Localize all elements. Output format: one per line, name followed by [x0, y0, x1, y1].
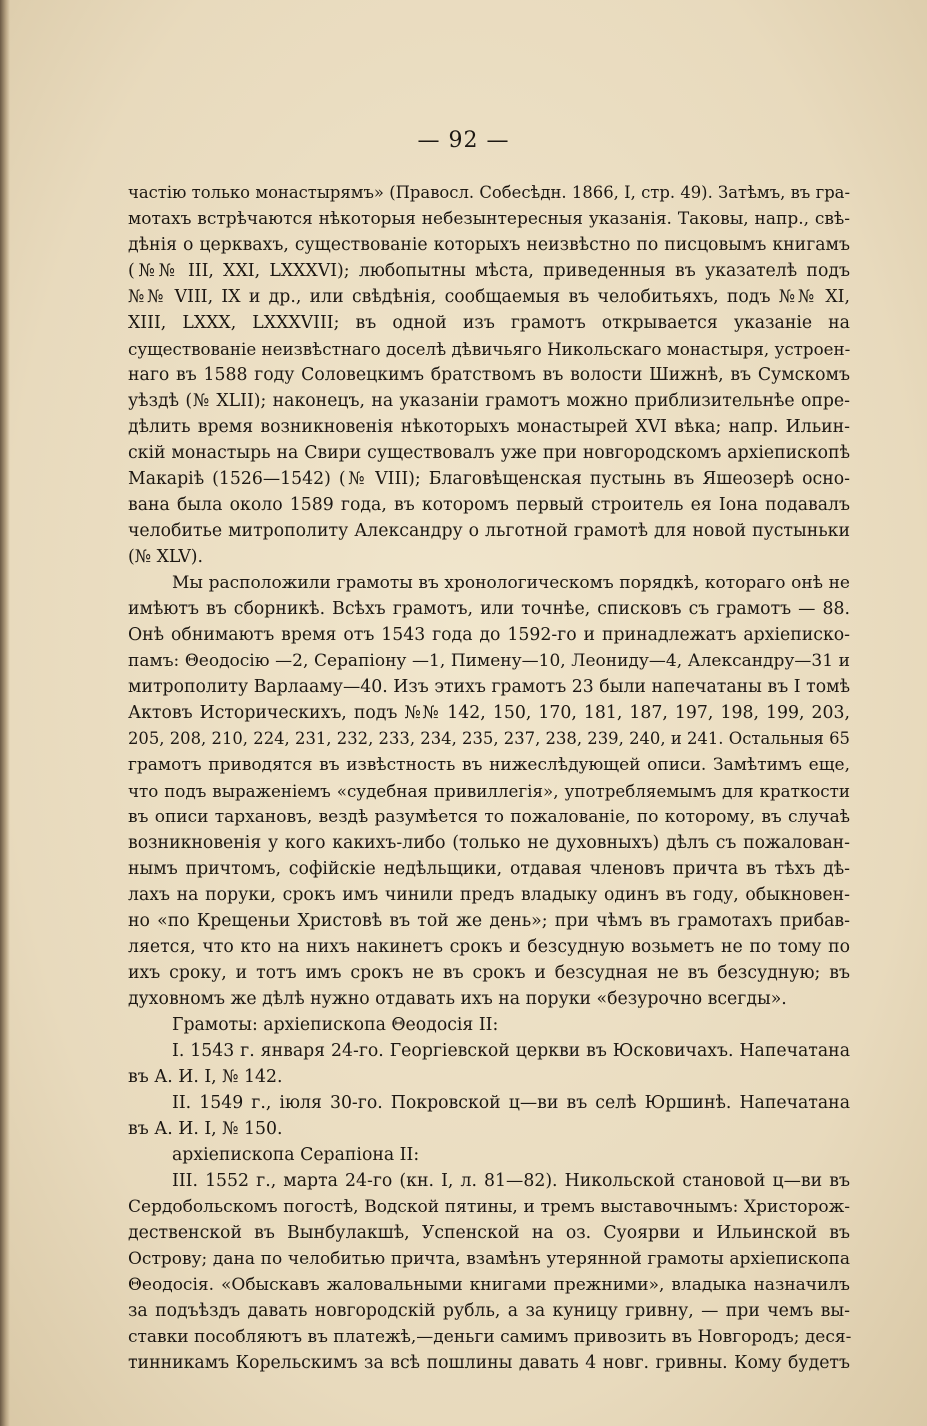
text-line: архіепископа Серапіона II:: [172, 1145, 420, 1165]
text-line: мотахъ встрѣчаются нѣкоторыя небезынтересныя указанія. Таковы, напр., свѣ-: [128, 209, 850, 229]
text-line: вана была около 1589 года, въ которомъ первый строитель ея Іона подавалъ: [128, 495, 850, 515]
text-line: существованіе неизвѣстнаго доселѣ дѣвичьяго Никольскаго монастыря, устроен-: [128, 339, 851, 359]
text-line: 205, 208, 210, 224, 231, 232, 233, 234, 235, 237, 238, 239, 240, и 241. Остальныя 65: [128, 729, 850, 748]
text-line: возникновенія у кого какихъ-либо (только не духовныхъ) дѣлъ съ пожалован-: [128, 833, 850, 853]
text-line: XIII, LXXX, LXXXVIII; въ одной изъ грамотъ открывается указаніе на: [128, 313, 850, 333]
text-line: въ А. И. I, № 142.: [128, 1067, 283, 1087]
text-line: въ описи тархановъ, вездѣ разумѣется то пожалованіе, по которому, въ случаѣ: [128, 807, 850, 827]
text-line: ставки пособляютъ въ платежѣ,—деньги самимъ привозить въ Новгородъ; деся-: [128, 1327, 852, 1347]
text-line: Θеодосія. «Обыскавъ жаловальными книгами прежними», владыка назначилъ: [128, 1275, 850, 1295]
body-text: [128, 180, 850, 1376]
text-line: памъ: Θеодосію —2, Серапіону —1, Пимену—10, Леониду—4, Александру—31 и: [128, 651, 850, 671]
page-edge: [0, 0, 10, 1426]
text-line: скій монастырь на Свири существовалъ уже при новгородскомъ архіепископѣ: [128, 443, 850, 463]
text-line: дѣлить время возникновенія нѣкоторыхъ монастырей XVI вѣка; напр. Ильин-: [128, 417, 850, 437]
text-line: дественской въ Вынбулакшѣ, Успенской на оз. Суоярви и Ильинской въ: [128, 1223, 850, 1243]
text-line: лахъ на поруки, срокъ имъ чинили предъ владыку одинъ въ году, обыкновен-: [128, 885, 850, 905]
text-line: Актовъ Историческихъ, подъ №№ 142, 150, 170, 181, 187, 197, 198, 199, 203,: [128, 703, 850, 723]
text-line: нымъ причтомъ, софійскіе недѣльщики, отдавая членовъ причта въ тѣхъ дѣ-: [128, 859, 850, 879]
text-line: грамотъ приводятся въ извѣстность въ нижеслѣдующей описи. Замѣтимъ еще,: [128, 755, 850, 775]
text-line: но «по Крещеньи Христовѣ въ той же день»; при чѣмъ въ грамотахъ прибав-: [128, 911, 850, 931]
text-line: что подъ выраженіемъ «судебная привиллегія», употребляемымъ для краткости: [128, 781, 850, 801]
text-line: (№№ III, XXI, LXXXVI); любопытны мѣста, приведенныя въ указателѣ подъ: [128, 261, 850, 281]
text-line: наго въ 1588 году Соловецкимъ братствомъ въ волости Шижнѣ, въ Сумскомъ: [128, 365, 850, 385]
page-number: — 92 —: [417, 128, 510, 153]
text-line: челобитье митрополиту Александру о льготной грамотѣ для новой пустыньки: [128, 521, 850, 541]
text-line: Мы расположили грамоты въ хронологическомъ порядкѣ, котораго онѣ не: [172, 573, 850, 593]
text-line: (№ XLV).: [128, 547, 204, 567]
text-line: Грамоты: архіепископа Θеодосія II:: [172, 1015, 499, 1035]
text-line: I. 1543 г. января 24-го. Георгіевской церкви въ Юсковичахъ. Напечатана: [172, 1041, 850, 1061]
text-line: ихъ сроку, и тотъ имъ срокъ не въ срокъ и безсудная не въ безсудную; въ: [128, 963, 850, 983]
text-line: дѣнія о церквахъ, существованіе которыхъ неизвѣстно по писцовымъ книгамъ: [128, 235, 850, 255]
text-line: митрополиту Варлааму—40. Изъ этихъ грамотъ 23 были напечатаны въ I томѣ: [128, 677, 850, 697]
text-line: Онѣ обнимаютъ время отъ 1543 года до 1592-го и принадлежатъ архіеписко-: [128, 625, 850, 645]
text-line: имѣютъ въ сборникѣ. Всѣхъ грамотъ, или точнѣе, списковъ съ грамотъ — 88.: [128, 599, 850, 619]
text-line: II. 1549 г., іюля 30-го. Покровской ц—ви въ селѣ Юршинѣ. Напечатана: [172, 1093, 850, 1113]
text-line: въ А. И. I, № 150.: [128, 1119, 283, 1139]
text-line: №№ VIII, IX и др., или свѣдѣнія, сообщаемыя въ челобитьяхъ, подъ №№ XI,: [128, 287, 850, 307]
text-line: уѣздѣ (№ XLII); наконецъ, на указаніи грамотъ можно приблизительнѣе опре-: [128, 391, 850, 411]
text-line: духовномъ же дѣлѣ нужно отдавать ихъ на поруки «безурочно всегды».: [128, 989, 787, 1009]
text-line: частію только монастырямъ» (Правосл. Собесѣдн. 1866, I, стр. 49). Затѣмъ, въ гра-: [128, 183, 850, 202]
text-line: ляется, что кто на нихъ накинетъ срокъ и безсудную возьметъ не по тому по: [128, 937, 850, 957]
text-line: Сердобольскомъ погостѣ, Водской пятины, и тремъ выставочнымъ: Христорож-: [128, 1197, 850, 1217]
text-line: за подъѣздъ давать новгородскій рубль, а за куницу гривну, — при чемъ вы-: [128, 1301, 850, 1321]
text-line: тинникамъ Корельскимъ за всѣ пошлины давать 4 новг. гривны. Кому будетъ: [128, 1353, 850, 1373]
text-line: Макаріѣ (1526—1542) (№ VIII); Благовѣщенская пустынь въ Яшеозерѣ осно-: [128, 469, 850, 489]
text-line: Острову; дана по челобитью причта, взамѣнъ утерянной грамоты архіепископа: [128, 1249, 850, 1269]
text-line: III. 1552 г., марта 24-го (кн. I, л. 81—82). Никольской становой ц—ви въ: [172, 1171, 850, 1191]
